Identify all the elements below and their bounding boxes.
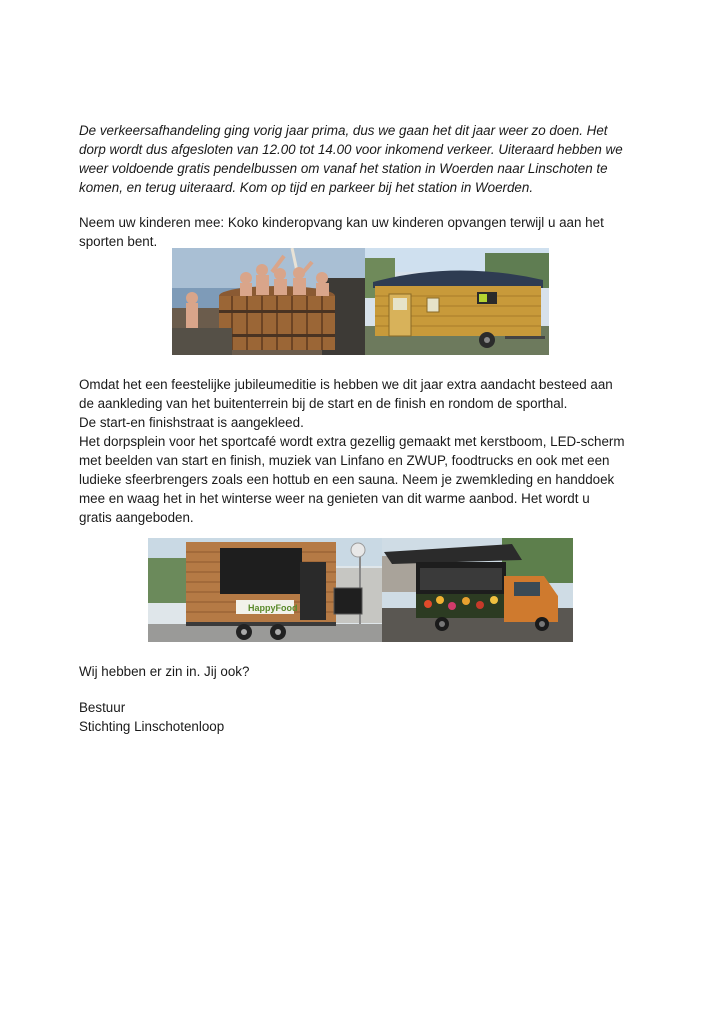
text-line: dorp wordt dus afgesloten van 12.00 tot 14.00 voor inkomend verkeer. Uiteraard hebben we [79,142,623,157]
text-line: sporten bent. [79,234,158,249]
text-line: De start-en finishstraat is aangekleed. [79,415,304,430]
text-line: komen, en terug uiteraard. Kom op tijd en parkeer bij het station in Woerden. [79,180,534,195]
closing-line [79,662,644,681]
hottub-photo [172,248,365,355]
text-line: Wij hebben er zin in. Jij ook? [79,664,250,679]
text-line: met beelden van start en finish, muziek van Linfano en ZWUP, foodtrucks en ook met een [79,453,610,468]
text-line: mee en waag het in het winterse weer na genieten van dit warme aanbod. Het wordt u [79,491,590,506]
text-line: Het dorpsplein voor het sportcafé wordt extra gezellig gemaakt met kerstboom, LED-scherm [79,434,625,449]
text-line: de aankleding van het buitenterrein bij de start en de finish en rondom de sporthal. [79,396,568,411]
sauna-wagon-photo [365,248,549,355]
text-line: gratis aangeboden. [79,510,194,525]
signature-title: Bestuur [79,700,126,715]
text-line: De verkeersafhandeling ging vorig jaar prima, dus we gaan het dit jaar weer zo doen. Het [79,123,608,138]
jubilee-paragraph [79,375,644,527]
text-line: Omdat het een feestelijke jubileumeditie is hebben we dit jaar extra aandacht besteed aan [79,377,613,392]
signature-organization: Stichting Linschotenloop [79,719,225,734]
text-line: weer voldoende gratis pendelbussen om vanaf het station in Woerden naar Linschoten te [79,161,608,176]
foodtruck-sign-text: HappyFood [248,603,298,613]
tuktuk-foodtruck-photo [382,538,573,642]
text-line: ludieke sfeerbrengers zoals een hottub en een sauna. Neem je zwemkleding en handdoek [79,472,615,487]
food-trailer-photo [148,538,382,642]
traffic-paragraph [79,121,644,197]
text-line: Neem uw kinderen mee: Koko kinderopvang kan uw kinderen opvangen terwijl u aan het [79,215,604,230]
signature-block [79,698,644,736]
kids-paragraph [79,213,644,251]
